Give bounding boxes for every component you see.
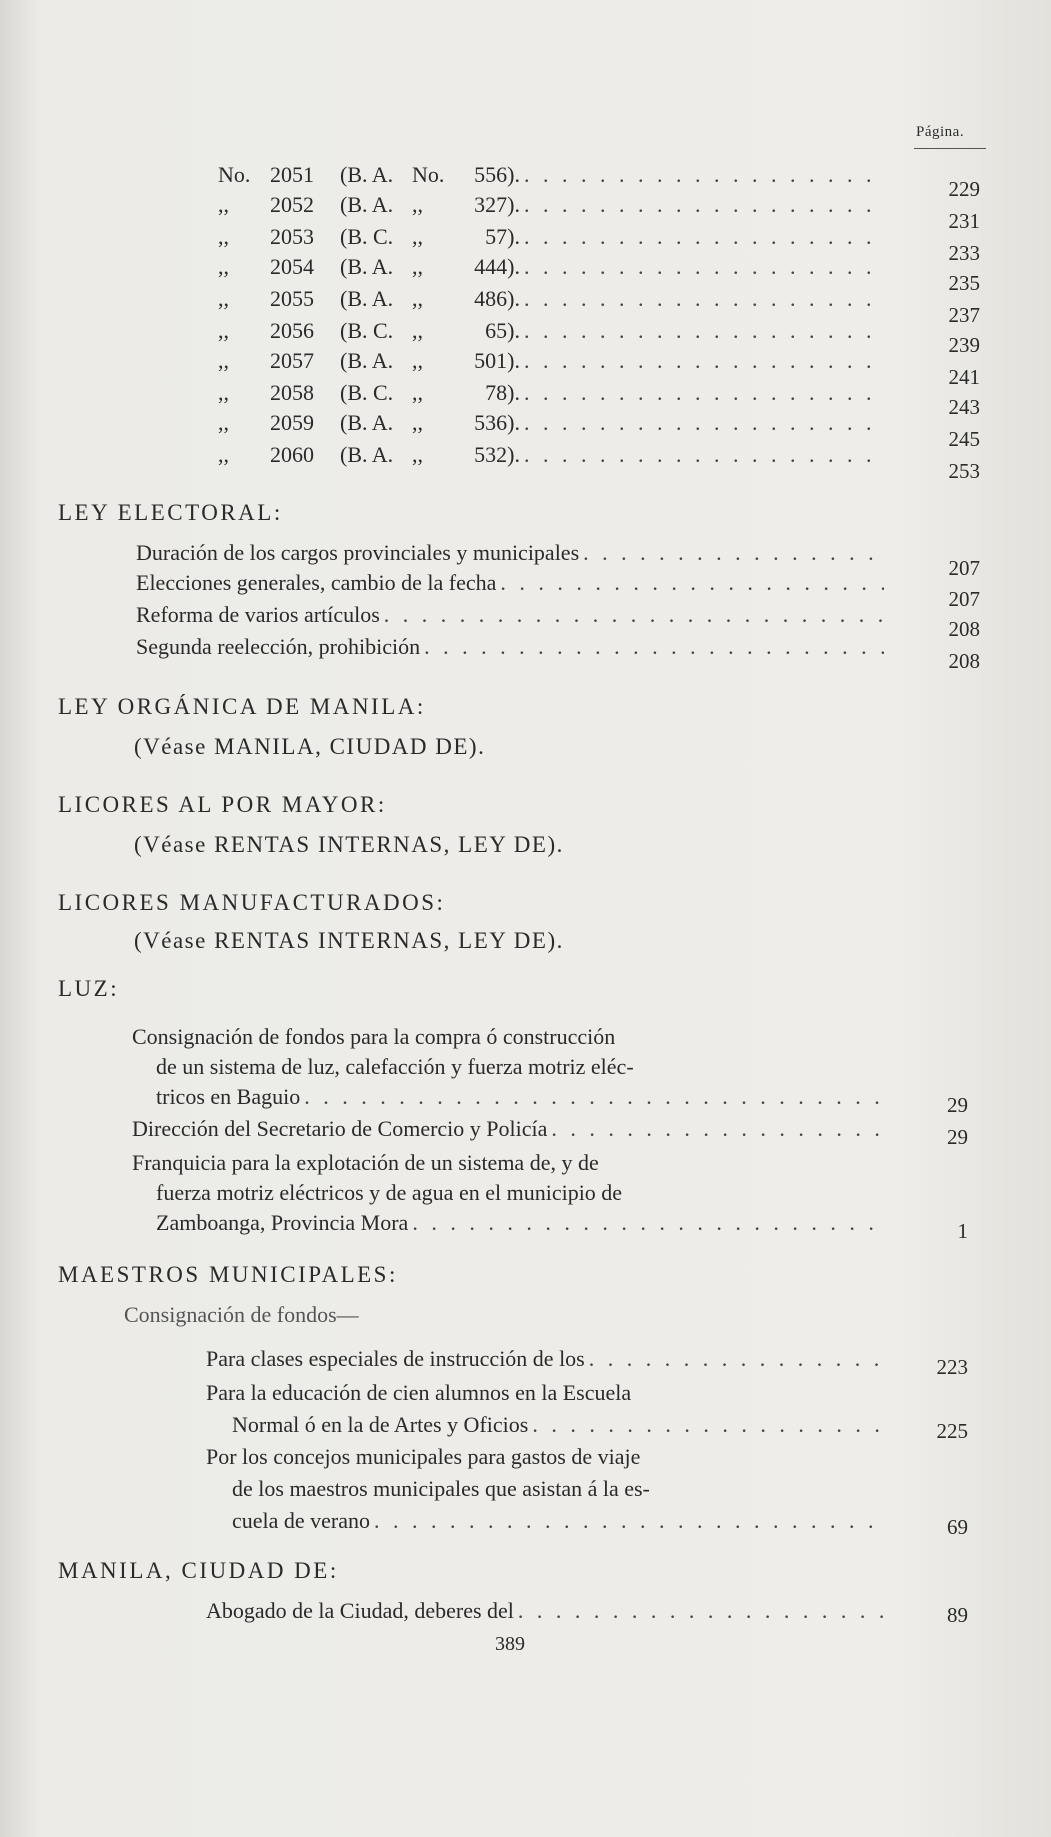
page-ref: 1 bbox=[957, 1219, 968, 1243]
see-reference: (Véase MANILA, CIUDAD DE). bbox=[134, 734, 486, 759]
law-prefix: ,, bbox=[218, 254, 229, 279]
page-ref: 235 bbox=[948, 271, 980, 295]
dot-leader bbox=[384, 600, 884, 630]
see-reference: (Véase RENTAS INTERNAS, LEY DE). bbox=[134, 928, 564, 953]
entry-line: Consignación de fondos para la compra ó construcción bbox=[132, 1024, 616, 1049]
law-prefix: ,, bbox=[218, 192, 229, 217]
number-prefix: ,, bbox=[412, 410, 423, 435]
list-item: Para clases especiales de instrucción de los . . . bbox=[206, 1344, 884, 1374]
entry-line: de un sistema de luz, calefacción y fuerza motriz eléc- bbox=[156, 1054, 634, 1079]
page-ref: 29 bbox=[947, 1125, 968, 1149]
page-ref: 253 bbox=[948, 459, 980, 483]
list-item: Reforma de varios artículos . . . bbox=[136, 600, 884, 630]
dot-leader bbox=[518, 1596, 884, 1626]
page-ref: 225 bbox=[936, 1419, 968, 1443]
page-ref: 241 bbox=[948, 365, 980, 389]
law-row bbox=[218, 284, 884, 314]
number-prefix: ,, bbox=[412, 224, 423, 249]
section-heading-ley-organica: LEY ORGÁNICA DE MANILA: bbox=[58, 694, 426, 719]
dot-leader bbox=[524, 190, 884, 220]
number-prefix: No. bbox=[412, 162, 445, 187]
number-prefix: ,, bbox=[412, 348, 423, 373]
page-ref: 208 bbox=[948, 617, 980, 641]
board-number: 556). bbox=[474, 162, 520, 187]
dot-leader bbox=[412, 1208, 884, 1238]
law-number: 2054 bbox=[270, 254, 314, 279]
board-code: (B. A. bbox=[340, 162, 394, 187]
dot-leader bbox=[524, 222, 884, 252]
law-prefix: ,, bbox=[218, 224, 229, 249]
board-number: 327). bbox=[474, 192, 520, 217]
list-item: Dirección del Secretario de Comercio y Policía . . . bbox=[132, 1114, 884, 1144]
board-number: 536). bbox=[474, 410, 520, 435]
page-ref: 243 bbox=[948, 395, 980, 419]
law-prefix: ,, bbox=[218, 410, 229, 435]
section-heading-ley-electoral: LEY ELECTORAL: bbox=[58, 500, 283, 525]
board-number: 78). bbox=[485, 380, 520, 405]
list-item: Abogado de la Ciudad, deberes del . . . bbox=[206, 1596, 884, 1626]
board-number: 486). bbox=[474, 286, 520, 311]
law-row bbox=[218, 222, 884, 252]
law-row bbox=[218, 408, 884, 438]
page-ref: 237 bbox=[948, 303, 980, 327]
dot-leader bbox=[532, 1410, 884, 1440]
page-ref: 208 bbox=[948, 649, 980, 673]
board-number: 57). bbox=[485, 224, 520, 249]
page-ref: 245 bbox=[948, 427, 980, 451]
list-item: cuela de verano . . . bbox=[232, 1506, 884, 1536]
entry-line: Franquicia para la explotación de un sistema de, y de bbox=[132, 1150, 599, 1175]
law-number: 2059 bbox=[270, 410, 314, 435]
board-number: 65). bbox=[485, 318, 520, 343]
see-reference: (Véase RENTAS INTERNAS, LEY DE). bbox=[134, 832, 564, 857]
law-prefix: ,, bbox=[218, 380, 229, 405]
list-item: Normal ó en la de Artes y Oficios . . . bbox=[232, 1410, 884, 1440]
page-ref: 69 bbox=[947, 1515, 968, 1539]
number-prefix: ,, bbox=[412, 286, 423, 311]
law-number: 2055 bbox=[270, 286, 314, 311]
page-ref: 231 bbox=[948, 209, 980, 233]
dot-leader bbox=[524, 316, 884, 346]
law-prefix: ,, bbox=[218, 442, 229, 467]
board-code: (B. A. bbox=[340, 348, 394, 373]
board-code: (B. A. bbox=[340, 192, 394, 217]
law-row bbox=[218, 440, 884, 470]
page-ref: 207 bbox=[948, 556, 980, 580]
page-ref: 29 bbox=[947, 1093, 968, 1117]
dot-leader bbox=[424, 632, 884, 662]
entry-line: fuerza motriz eléctricos y de agua en el municipio de bbox=[156, 1180, 623, 1205]
number-prefix: ,, bbox=[412, 442, 423, 467]
page-ref: 239 bbox=[948, 333, 980, 357]
dot-leader bbox=[524, 440, 884, 470]
law-number: 2052 bbox=[270, 192, 314, 217]
law-number: 2056 bbox=[270, 318, 314, 343]
board-number: 444). bbox=[474, 254, 520, 279]
law-prefix: ,, bbox=[218, 318, 229, 343]
board-code: (B. A. bbox=[340, 410, 394, 435]
dot-leader bbox=[500, 568, 884, 598]
page-ref: 233 bbox=[948, 241, 980, 265]
list-item: Zamboanga, Provincia Mora . . . bbox=[156, 1208, 884, 1238]
section-heading-licores-manufacturados: LICORES MANUFACTURADOS: bbox=[58, 890, 446, 915]
page-number: 389 bbox=[495, 1633, 525, 1655]
dot-leader bbox=[583, 538, 884, 568]
dot-leader bbox=[589, 1344, 884, 1374]
board-code: (B. C. bbox=[340, 380, 394, 405]
law-prefix: ,, bbox=[218, 286, 229, 311]
section-heading-licores-mayor: LICORES AL POR MAYOR: bbox=[58, 792, 387, 817]
law-number: 2058 bbox=[270, 380, 314, 405]
number-prefix: ,, bbox=[412, 380, 423, 405]
law-row bbox=[218, 252, 884, 282]
dot-leader bbox=[524, 252, 884, 282]
dot-leader bbox=[374, 1506, 884, 1536]
dot-leader bbox=[524, 284, 884, 314]
page-ref: 207 bbox=[948, 587, 980, 611]
law-number: 2053 bbox=[270, 224, 314, 249]
list-item: Segunda reelección, prohibición . . . bbox=[136, 632, 884, 662]
law-row bbox=[218, 190, 884, 220]
list-item: Duración de los cargos provinciales y municipales . . . bbox=[136, 538, 884, 568]
entry-line: Para la educación de cien alumnos en la Escuela bbox=[206, 1380, 632, 1405]
dot-leader bbox=[524, 378, 884, 408]
board-code: (B. C. bbox=[340, 224, 394, 249]
law-number: 2060 bbox=[270, 442, 314, 467]
page-ref: 223 bbox=[936, 1355, 968, 1379]
law-number: 2057 bbox=[270, 348, 314, 373]
law-prefix: No. bbox=[218, 162, 251, 187]
law-row bbox=[218, 160, 884, 190]
number-prefix: ,, bbox=[412, 192, 423, 217]
law-row bbox=[218, 316, 884, 346]
board-code: (B. C. bbox=[340, 318, 394, 343]
page-column-label: Página. bbox=[916, 124, 965, 140]
dot-leader bbox=[524, 346, 884, 376]
board-code: (B. A. bbox=[340, 442, 394, 467]
dot-leader bbox=[304, 1082, 884, 1112]
dot-leader bbox=[551, 1114, 884, 1144]
board-code: (B. A. bbox=[340, 254, 394, 279]
section-heading-maestros: MAESTROS MUNICIPALES: bbox=[58, 1262, 398, 1287]
law-row bbox=[218, 378, 884, 408]
entry-line: Por los concejos municipales para gastos de viaje bbox=[206, 1444, 641, 1469]
list-item: tricos en Baguio . . . bbox=[156, 1082, 884, 1112]
subheading: Consignación de fondos— bbox=[124, 1302, 359, 1327]
page-ref: 229 bbox=[948, 177, 980, 201]
number-prefix: ,, bbox=[412, 318, 423, 343]
number-prefix: ,, bbox=[412, 254, 423, 279]
board-number: 501). bbox=[474, 348, 520, 373]
header-rule bbox=[914, 148, 986, 149]
board-number: 532). bbox=[474, 442, 520, 467]
dot-leader bbox=[524, 160, 884, 190]
entry-line: de los maestros municipales que asistan á la es- bbox=[232, 1476, 650, 1501]
section-heading-manila: MANILA, CIUDAD DE: bbox=[58, 1558, 339, 1583]
law-prefix: ,, bbox=[218, 348, 229, 373]
law-number: 2051 bbox=[270, 162, 314, 187]
section-heading-luz: LUZ: bbox=[58, 976, 120, 1001]
dot-leader bbox=[524, 408, 884, 438]
law-row bbox=[218, 346, 884, 376]
list-item: Elecciones generales, cambio de la fecha . . . bbox=[136, 568, 884, 598]
board-code: (B. A. bbox=[340, 286, 394, 311]
page-ref: 89 bbox=[947, 1603, 968, 1627]
